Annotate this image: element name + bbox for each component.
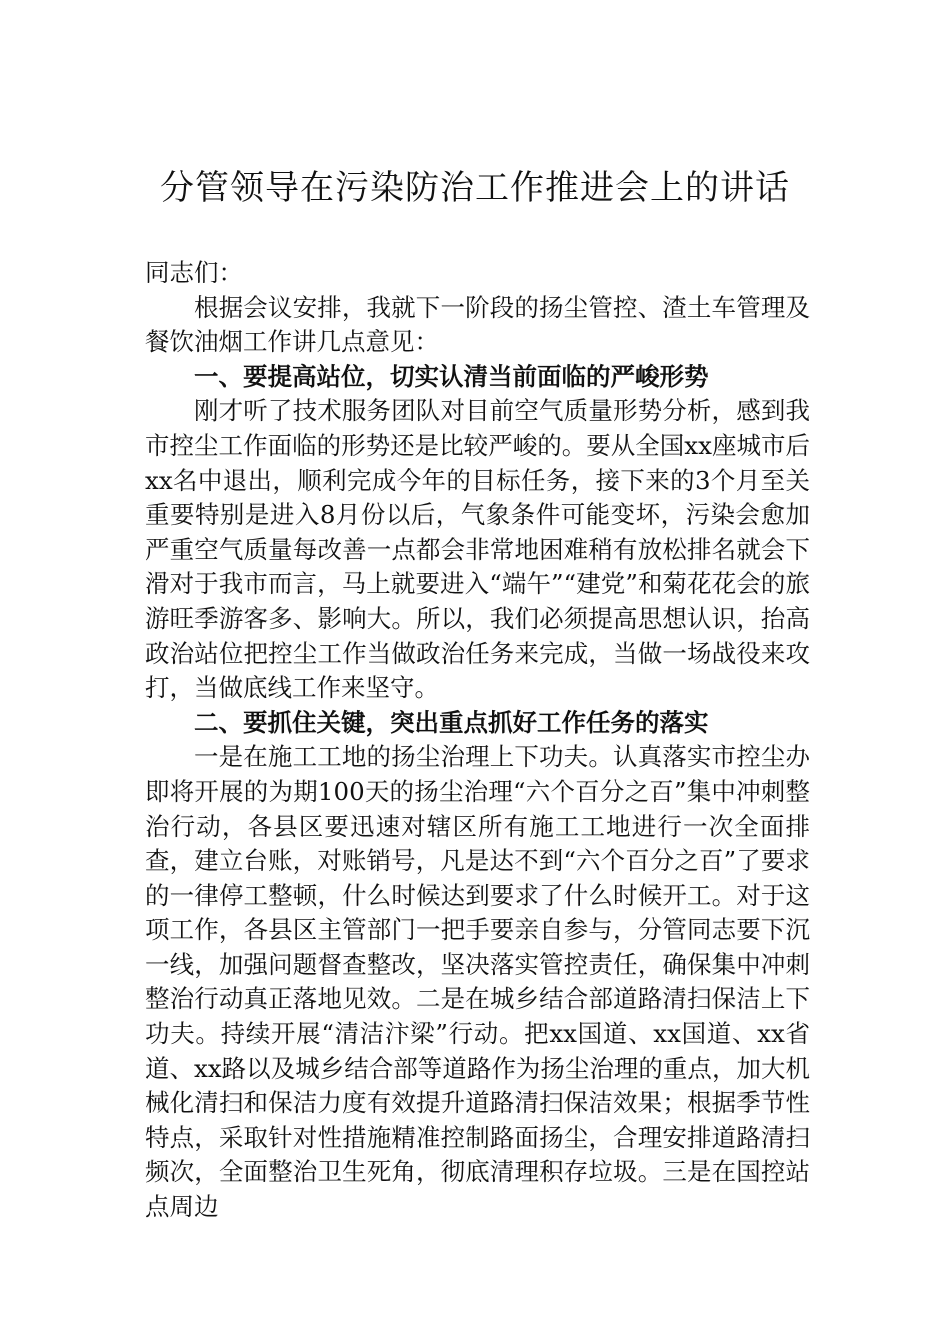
section-2-heading: 二、要抓住关键，突出重点抓好工作任务的落实 xyxy=(194,707,709,737)
section-1-paragraph: 刚才听了技术服务团队对目前空气质量形势分析，感到我市控尘工作面临的形势还是比较严峻的。要从全国xx座城市后xx名中退出，顺利完成今年的目标任务，接下来的3个月至关重要特别是进入8月份以后，气象条件可能变坏，污染会愈加严重空气质量每改善一点都会非常地困难稍有放松排名就会下滑对于我市而言，马上就要进入“端午”“建党”和菊花花会的旅游旺季游客多、影响大。所以，我们必须提高思想认识，抬高政治站位把控尘工作当做政治任务来完成，当做一场战役来攻打，当做底线工作来坚守。 xyxy=(145,396,810,703)
intro-paragraph: 根据会议安排，我就下一阶段的扬尘管控、渣土车管理及餐饮油烟工作讲几点意见： xyxy=(145,292,810,357)
salutation: 同志们： xyxy=(145,258,243,287)
section-2-paragraph: 一是在施工工地的扬尘治理上下功夫。认真落实市控尘办即将开展的为期100天的扬尘治理“六个百分之百”集中冲刺整治行动，各县区要迅速对辖区所有施工工地进行一次全面排查，建立台账，对账销号，凡是达不到“六个百分之百”了要求的一律停工整顿，什么时候达到要求了什么时候开工。对于这项工作，各县区主管部门一把手要亲自参与，分管同志要下沉一线，加强问题督查整改，坚决落实管控责任，确保集中冲刺整治行动真正落地见效。二是在城乡结合部道路清扫保洁上下功夫。持续开展“清洁汴梁”行动。把xx国道、xx国道、xx省道、xx路以及城乡结合部等道路作为扬尘治理的重点，加大机械化清扫和保洁力度有效提升道路清扫保洁效果；根据季节性特点，采取针对性措施精准控制路面扬尘，合理安排道路清扫频次，全面整治卫生死角，彻底清理积存垃圾。三是在国控站点周边 xyxy=(145,742,810,1222)
document-title: 分管领导在污染防治工作推进会上的讲话 xyxy=(160,168,790,208)
section-1-heading: 一、要提高站位，切实认清当前面临的严峻形势 xyxy=(194,361,709,391)
document-body xyxy=(145,256,810,1225)
